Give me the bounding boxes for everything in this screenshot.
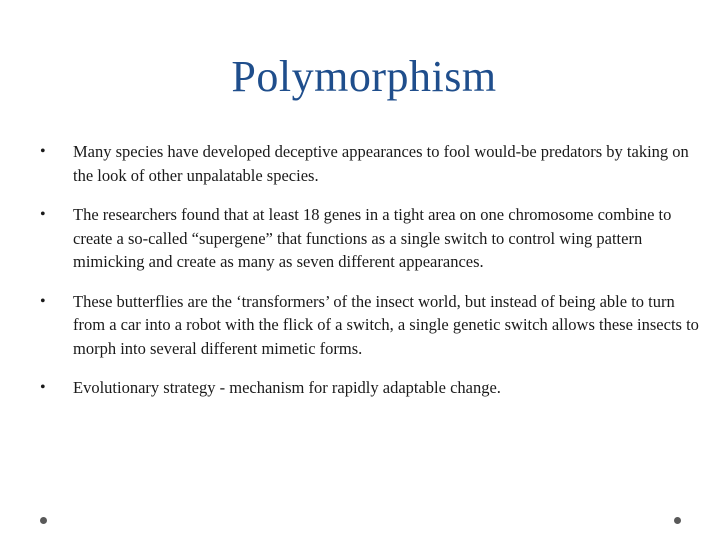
bullet-text: These butterflies are the ‘transformers’ of the insect world, but instead of being able to turn from a car into a robot with the flick of a switch, a single genetic switch allows these insects to morph into several different mimetic forms. <box>73 291 699 358</box>
bullet-item <box>40 290 700 361</box>
decor-dot-right <box>674 517 681 524</box>
slide-title: Polymorphism <box>231 52 497 101</box>
bullet-marker: • <box>40 206 46 223</box>
bullet-marker: • <box>40 379 46 396</box>
bullet-item <box>40 203 700 274</box>
bullet-item <box>40 140 700 187</box>
bullet-text: The researchers found that at least 18 genes in a tight area on one chromosome combine to create a so-called “supergene” that functions as a single switch to control wing pattern mimicking and create as many as seven different appearances. <box>73 205 672 271</box>
bullet-item <box>40 376 700 400</box>
decor-dot-left <box>40 517 47 524</box>
bullet-marker: • <box>40 143 46 160</box>
bullet-list <box>40 140 700 416</box>
bullet-marker: • <box>40 292 46 310</box>
bullet-text: Evolutionary strategy - mechanism for rapidly adaptable change. <box>73 378 501 397</box>
bullet-text: Many species have developed deceptive appearances to fool would-be predators by taking on the look of other unpalatable species. <box>73 142 689 185</box>
